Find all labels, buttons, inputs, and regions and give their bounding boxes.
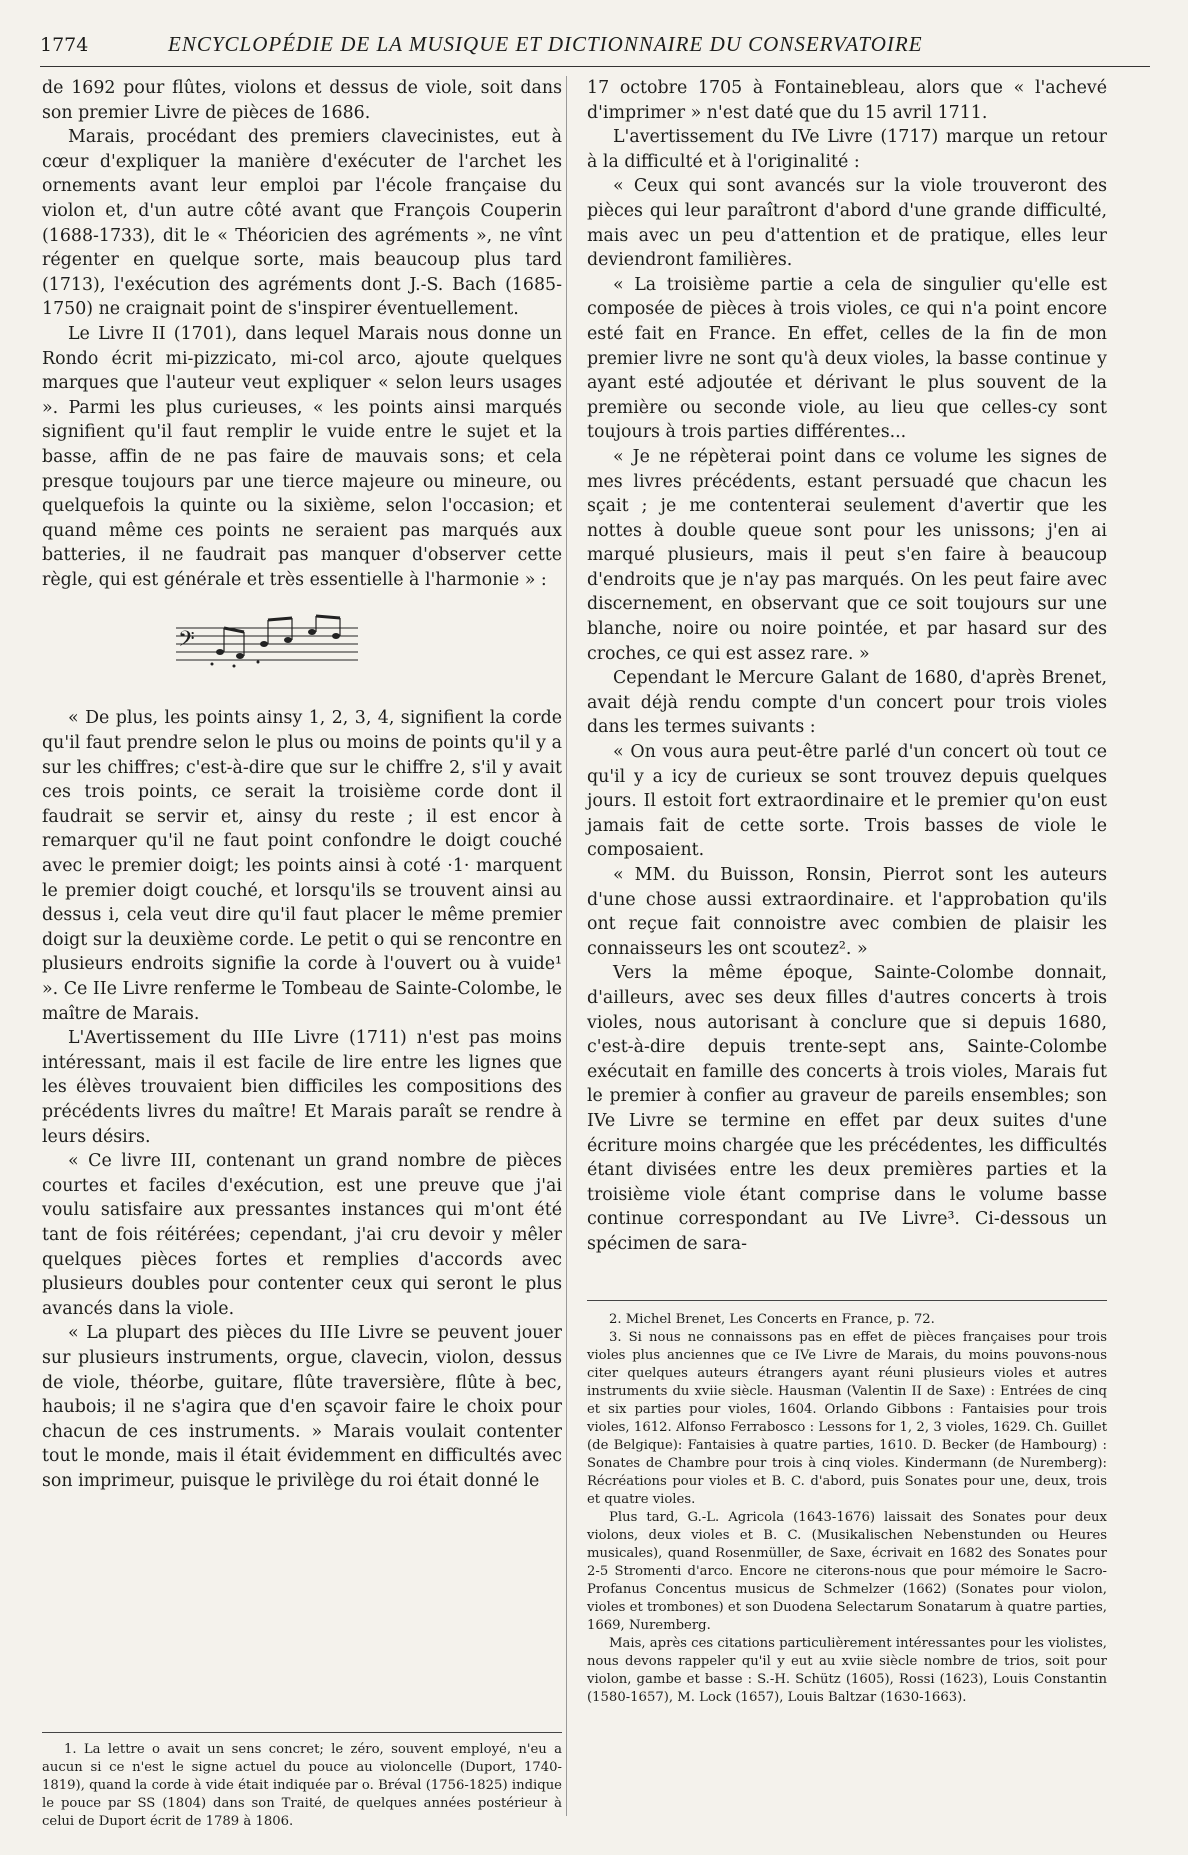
paragraph: « La plupart des pièces du IIIe Livre se peuvent jouer sur plusieurs instruments, orgue, clavecin, violon, dessus de viole, théorbe, guitare, flûte traversière, flûte à bec, haubois; il ne s'agira que d'en sçavoir faire le choix pour chacun de ces instruments. » Marais voulait contenter tout le monde, mais il était évidemment en difficultés avec son imprimeur, puisque le privilège du roi était donné le [42,1323,562,1491]
paragraph: « On vous aura peut-être parlé d'un concert où tout ce qu'il y a icy de curieux se sont trouvez depuis quelques jours. Il estoit fort extraordinaire et le premier qu'on eust jamais fait de cette sorte. Trois basses de viole le composaient. [587,742,1107,861]
footnote: 2. Michel Brenet, Les Concerts en France, p. 72. [609,1312,935,1327]
paragraph: « Je ne répèterai point dans ce volume les signes de mes livres précédents, estant persuadé que chacun les sçait ; je me contenterai seulement d'avertir que les nottes à double queue sont pour les unissons; j'en ai marqué plusieurs, mais il peut s'en faire à beaucoup d'endroits que je n'ay pas marqués. On les peut faire avec discernement, en observant que ce soit toujours sur une blanche, noire ou noire pointée, et par hasard sur des croches, ce qui est assez rare. » [587,446,1107,664]
right-column [587,76,1107,1257]
paragraph: « Ceux qui sont avancés sur la viole trouveront des pièces qui leur paraîtront d'abord d'une grande difficulté, mais avec un peu d'attention et de pratique, elles leur deviendront familières. [587,176,1107,271]
running-title: ENCYCLOPÉDIE DE LA MUSIQUE ET DICTIONNAIRE DU CONSERVATOIRE [168,32,923,56]
footnote: 1. La lettre o avait un sens concret; le zéro, souvent employé, n'eu a aucun si ce n'est le signe actuel du pouce au violoncelle (Duport, 1740-1819), quand la corde à vide était indiquée par o. Bréval (1756-1825) indique le pouce par SS (1804) dans son Traité, de quelques années postérieur à celui de Duport écrit de 1789 à 1806. [42,1742,562,1829]
page-number: 1774 [40,34,89,56]
paragraph: Marais, procédant des premiers clavecinistes, eut à cœur d'expliquer la manière d'exécuter de l'archet les ornements avant leur emploi par l'école française du violon et, d'un autre côté avant que François Couperin (1688-1733), dit le « Théoricien des agréments », ne vînt régenter en quelque sorte, mais beaucoup plus tard (1713), l'exécution des agréments dont J.-S. Bach (1685-1750) ne craignait point de s'inspirer éventuellement. [42,127,562,320]
footnote: 3. Si nous ne connaissons pas en effet de pièces françaises pour trois violes plus anciennes que ce IVe Livre de Marais, du moins pouvons-nous citer quelques auteurs étrangers ayant réuni plusieurs violes et autres instruments du xviie siècle. Hausman (Valentin II de Saxe) : Entrées de cinq et six parties pour violes, 1604. Orlando Gibbons : Fantaisies pour trois violes, 1612. Alfonso Ferrabosco : Lessons for 1, 2, 3 violes, 1629. Ch. Guillet (de Belgique): Fantaisies à quatre parties, 1610. D. Becker (de Hambourg) : Sonates de Chambre pour trois à cinq violes. Kindermann (de Nuremberg): Récréations pour violes et B. C. d'abord, puis Sonates pour une, deux, trois et quatre violes. [587,1330,1107,1507]
paragraph: « De plus, les points ainsy 1, 2, 3, 4, signifient la corde qu'il faut prendre selon le plus ou moins de points qu'il y a sur les chiffres; c'est-à-dire que sur le chiffre 2, s'il y avait ces trois points, ce serait la troisième corde dont il faudrait se servir et, ainsy du reste ; il est encor à remarquer qu'il ne faut point confondre le doigt couché avec le premier doigt; les points ainsi à coté ·1· marquent le premier doigt couché, et lorsqu'ils se trouvent ainsi au dessus i, cela veut dire qu'il faut placer le même premier doigt sur la deuxième corde. Le petit o qui se rencontre en plusieurs endroits signifie la corde à l'ouvert ou à vuide¹ ». Ce IIe Livre renferme le Tombeau de Sainte-Colombe, le maître de Marais. [42,708,562,1024]
paragraph: Cependant le Mercure Galant de 1680, d'après Brenet, avait déjà rendu compte d'un concert pour trois violes dans les termes suivants : [587,668,1107,738]
paragraph: « MM. du Buisson, Ronsin, Pierrot sont les auteurs d'une chose aussi extraordinaire. et l'approbation qu'ils ont reçue fait connoistre avec combien de plaisir les connaisseurs les ont scoutez². » [587,865,1107,959]
paragraph: « La troisième partie a cela de singulier qu'elle est composée de pièces à trois violes, ce qui n'a point encore esté fait en France. En effet, celles de la fin de mon premier livre ne sont qu'à deux violes, la basse continue y ayant esté adjoutée et dérivant le plus souvent de la première ou seconde viole, au lieu que celles-cy sont toujours à trois parties différentes... [587,274,1107,443]
footnote: Plus tard, G.-L. Agricola (1643-1676) laissait des Sonates pour deux violons, deux violes et B. C. (Musikalischen Nebenstunden ou Heures musicales), quand Rosenmüller, de Saxe, écrivait en 1682 des Sonates pour 2-5 Stromenti d'arco. Encore ne citerons-nous que pour mémoire le Sacro-Profanus Concentus musicus de Schmelzer (1662) (Sonates pour violon, violes et trombones) et son Duodena Selectarum Sonatarum à quatre parties, 1669, Nuremberg. [587,1510,1107,1633]
left-footnotes [42,1732,562,1831]
svg-text:𝄢: 𝄢 [178,627,195,658]
paragraph: Vers la même époque, Sainte-Colombe donnait, d'ailleurs, avec ses deux filles d'autres concerts à trois violes, nous autorisant à conclure que si depuis 1680, c'est-à-dire depuis trente-sept ans, Sainte-Colombe exécutait en famille des concerts à trois violes, Marais fut le premier à confier au graveur de pareils ensembles; son IVe Livre se termine en effet par deux suites d'une écriture moins chargée que les précédentes, les difficultés étant divisées entre les deux premières parties et la troisième viole étant comprise dans le volume basse continue correspondant au IVe Livre³. Ci-dessous un spécimen de sara- [587,963,1107,1254]
music-staff-image [172,614,362,674]
music-example-figure [42,604,562,696]
paragraph: de 1692 pour flûtes, violons et dessus de viole, soit dans son premier Livre de pièces de 1686. [42,78,562,123]
paragraph: 17 octobre 1705 à Fontainebleau, alors que « l'achevé d'imprimer » n'est daté que du 15 avril 1711. [587,78,1107,123]
right-footnotes [587,1300,1107,1707]
paragraph: Le Livre II (1701), dans lequel Marais nous donne un Rondo écrit mi-pizzicato, mi-col arco, ajoute quelques marques que l'auteur veut expliquer « selon leurs usages ». Parmi les plus curieuses, « les points ainsi marqués signifient qu'il faut remplir le vuide entre le sujet et la basse, affin de ne pas faire de mauvais sons; et cela presque toujours par une tierce majeure ou mineure, ou quelquefois la quinte ou la sixième, selon l'occasion; et quand même ces points ne seraient pas marqués aux batteries, il ne faudrait pas manquer d'observer cette règle, qui est générale et très essentielle à l'harmonie » : [42,323,562,590]
left-column [42,76,562,1493]
column-divider [566,76,567,1816]
page-header [40,32,1150,67]
paragraph: L'avertissement du IVe Livre (1717) marque un retour à la difficulté et à l'originalité : [587,127,1107,172]
paragraph: L'Avertissement du IIIe Livre (1711) n'est pas moins intéressant, mais il est facile de lire entre les lignes que les élèves trouvaient bien difficiles les compositions des précédents livres du maître! Et Marais paraît se rendre à leurs désirs. [42,1028,562,1147]
footnote: Mais, après ces citations particulièrement intéressantes pour les violistes, nous devons rappeler qu'il y eut au xviie siècle nombre de trios, soit pour violon, gambe et basse : S.-H. Schütz (1605), Rossi (1623), Louis Constantin (1580-1657), M. Lock (1657), Louis Baltzar (1630-1663). [587,1636,1107,1705]
paragraph: « Ce livre III, contenant un grand nombre de pièces courtes et faciles d'exécution, est une preuve que j'ai voulu satisfaire aux pressantes instances qui m'ont été tant de fois réitérées; cependant, j'ai cru devoir y mêler quelques pièces fortes et remplies d'accords avec plusieurs doubles pour contenter ceux qui seront le plus avancés dans la viole. [42,1151,562,1319]
